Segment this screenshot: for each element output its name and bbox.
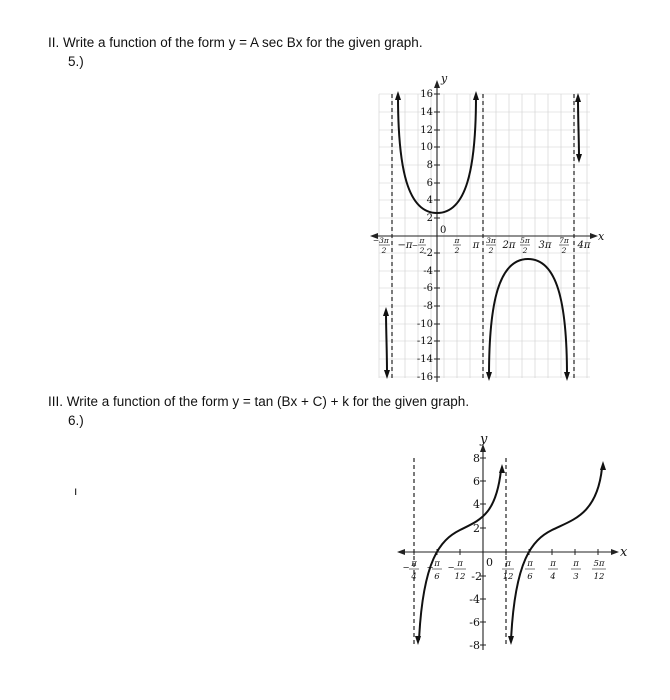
problem-6-number: 6.)	[68, 413, 84, 428]
svg-text:3π: 3π	[538, 240, 552, 251]
svg-text:12: 12	[502, 572, 514, 582]
svg-text:4: 4	[550, 572, 556, 582]
secant-y-tick: 16	[420, 89, 433, 100]
tangent-x-axis-label: x	[620, 545, 628, 560]
svg-text:π: π	[454, 236, 460, 245]
svg-text:12: 12	[593, 572, 605, 582]
svg-text:3π: 3π	[379, 236, 389, 245]
svg-text:−: −	[411, 241, 419, 250]
svg-text:−: −	[447, 563, 455, 573]
svg-text:2: 2	[419, 246, 425, 255]
tangent-branch-right	[511, 468, 602, 640]
tangent-y-axis-label: y	[480, 432, 488, 447]
problem-2-heading: II. Write a function of the form y = A sec Bx for the given graph.	[48, 35, 423, 50]
secant-y-tick: 6	[426, 178, 433, 189]
svg-text:6: 6	[527, 572, 533, 582]
svg-text:6: 6	[434, 572, 440, 582]
svg-text:7π: 7π	[559, 236, 569, 245]
svg-text:3π: 3π	[486, 236, 496, 245]
svg-text:−: −	[426, 563, 434, 573]
svg-text:2: 2	[454, 246, 460, 255]
secant-y-tick: -4	[423, 266, 433, 277]
tangent-y-tick: -2	[471, 570, 482, 583]
tangent-y-tick: 4	[473, 498, 480, 511]
svg-text:5π: 5π	[520, 236, 530, 245]
svg-text:−: −	[402, 563, 410, 573]
tangent-x-axis-arrow-left	[397, 549, 405, 555]
svg-text:π: π	[457, 559, 463, 569]
problem-5-number: 5.)	[68, 54, 84, 69]
svg-text:2: 2	[488, 246, 494, 255]
tangent-origin-label: 0	[486, 556, 493, 569]
svg-text:5π: 5π	[593, 559, 605, 569]
secant-origin-label: 0	[440, 225, 447, 236]
secant-y-tick: -12	[416, 336, 433, 347]
tangent-y-tick: 8	[473, 452, 480, 465]
secant-y-tick: -6	[423, 283, 433, 294]
svg-text:π: π	[527, 559, 533, 569]
svg-text:π: π	[505, 559, 511, 569]
secant-y-tick: -16	[416, 372, 433, 383]
svg-text:4π: 4π	[577, 240, 591, 251]
secant-y-tick: 10	[420, 142, 433, 153]
svg-text:4: 4	[411, 572, 417, 582]
svg-text:π: π	[550, 559, 556, 569]
svg-text:2π: 2π	[502, 240, 516, 251]
tangent-x-axis-arrow	[611, 549, 619, 555]
secant-y-tick: 4	[426, 195, 433, 206]
svg-text:π: π	[419, 236, 425, 245]
secant-y-tick: -2	[423, 248, 433, 259]
secant-y-tick: 8	[426, 160, 433, 171]
secant-y-tick: 2	[426, 213, 433, 224]
svg-text:π: π	[411, 559, 417, 569]
svg-text:2: 2	[522, 246, 528, 255]
svg-text:π: π	[573, 559, 579, 569]
tangent-y-tick: -6	[469, 616, 480, 629]
svg-text:π: π	[434, 559, 440, 569]
tangent-y-tick: 6	[473, 475, 480, 488]
svg-text:−π: −π	[397, 240, 413, 251]
secant-y-tick: 14	[420, 107, 433, 118]
svg-text:12: 12	[454, 572, 466, 582]
tangent-y-tick: -4	[469, 593, 480, 606]
svg-text:π: π	[472, 240, 480, 251]
stray-mark: ı	[74, 484, 78, 498]
secant-y-axis-label: y	[441, 72, 448, 85]
secant-y-tick: -8	[423, 301, 433, 312]
svg-text:2: 2	[561, 246, 567, 255]
secant-x-axis-label: x	[598, 230, 605, 243]
tangent-y-tick: 2	[473, 522, 480, 535]
svg-text:3: 3	[573, 572, 579, 582]
svg-text:−: −	[372, 236, 380, 245]
secant-y-tick: 12	[420, 125, 433, 136]
tangent-y-tick: -8	[469, 639, 480, 652]
svg-text:2: 2	[381, 246, 387, 255]
problem-3-heading: III. Write a function of the form y = tan (Bx + C) + k for the given graph.	[48, 394, 470, 409]
secant-y-tick: -10	[416, 319, 433, 330]
secant-y-tick: -14	[416, 354, 433, 365]
